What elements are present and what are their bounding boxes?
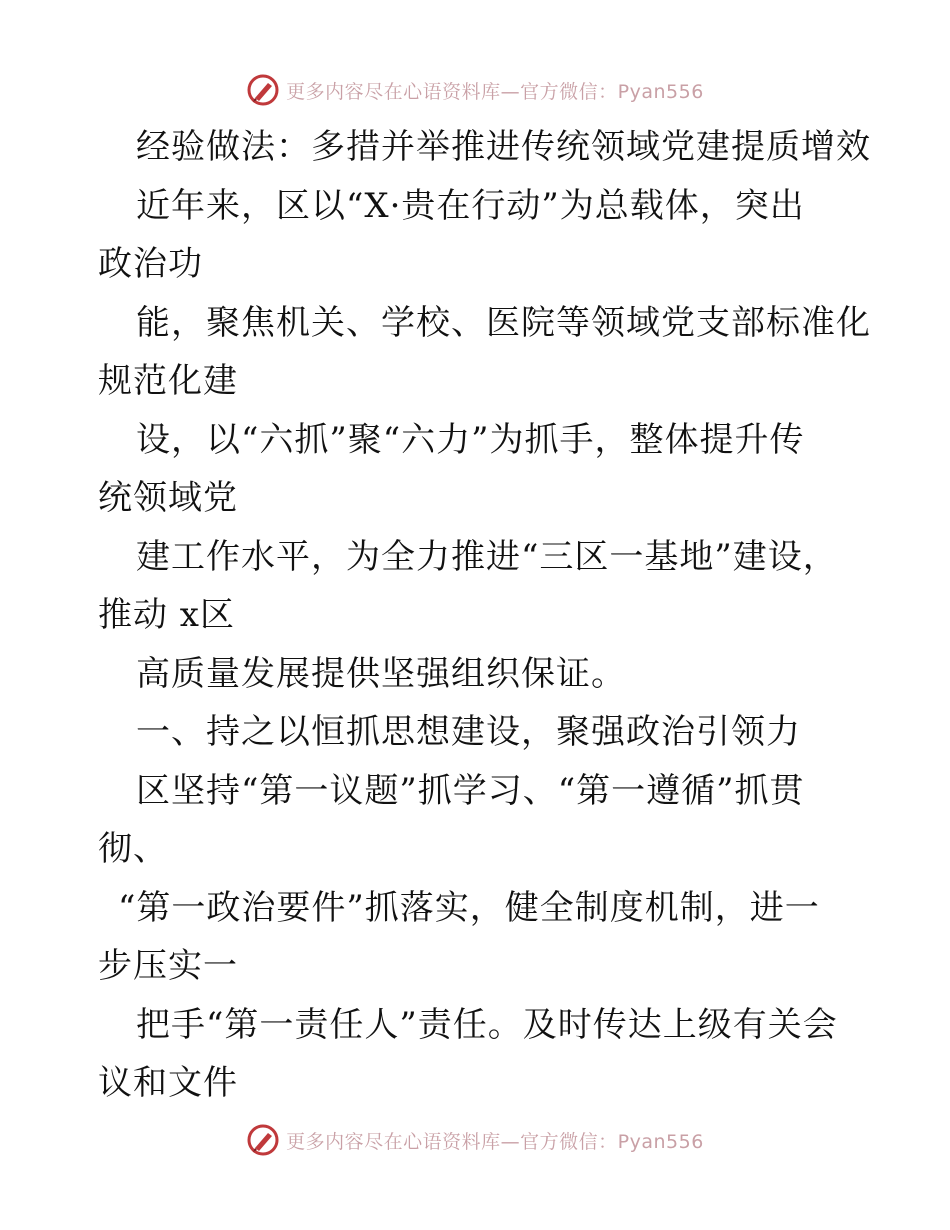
paragraph-line: “第一政治要件”抓落实，健全制度机制，进一 [118,887,820,928]
paragraph-line: 彻、 [98,829,168,869]
paragraph-line: 规范化建 [98,361,238,401]
paragraph-line: 近年来，区以“X·贵在行动”为总载体，突出 [136,185,805,226]
section-heading: 一、持之以恒抓思想建设，聚强政治引领力 [136,712,801,752]
paragraph-line: 统领域党 [98,478,238,518]
paragraph-line: 建工作水平，为全力推进“三区一基地”建设， [136,536,838,577]
document-body [98,118,871,1113]
paragraph-line: 把手“第一责任人”责任。及时传达上级有关会 [136,1004,838,1045]
footer-watermark [0,1120,950,1160]
paragraph-line: 区坚持“第一议题”抓学习、“第一遵循”抓贯 [136,770,805,811]
paragraph-line: 高质量发展提供坚强组织保证。 [136,653,626,694]
paragraph-line: 议和文件 [98,1063,238,1103]
header-watermark [0,70,950,110]
paragraph-line: 政治功 [98,244,203,284]
paragraph-line: 能，聚焦机关、学校、医院等领域党支部标准化 [136,302,871,343]
paragraph-line: 设，以“六抓”聚“六力”为抓手，整体提升传 [136,419,805,460]
pen-logo-icon [246,1123,280,1157]
paragraph-line: 步压实一 [98,946,238,986]
document-title: 经验做法：多措并举推进传统领域党建提质增效 [136,127,871,167]
watermark-text: 更多内容尽在心语资料库—官方微信：Pyan556 [286,1130,704,1153]
watermark-text: 更多内容尽在心语资料库—官方微信：Pyan556 [286,80,704,103]
paragraph-line: 推动 x区 [98,595,235,635]
pen-logo-icon [246,73,280,107]
